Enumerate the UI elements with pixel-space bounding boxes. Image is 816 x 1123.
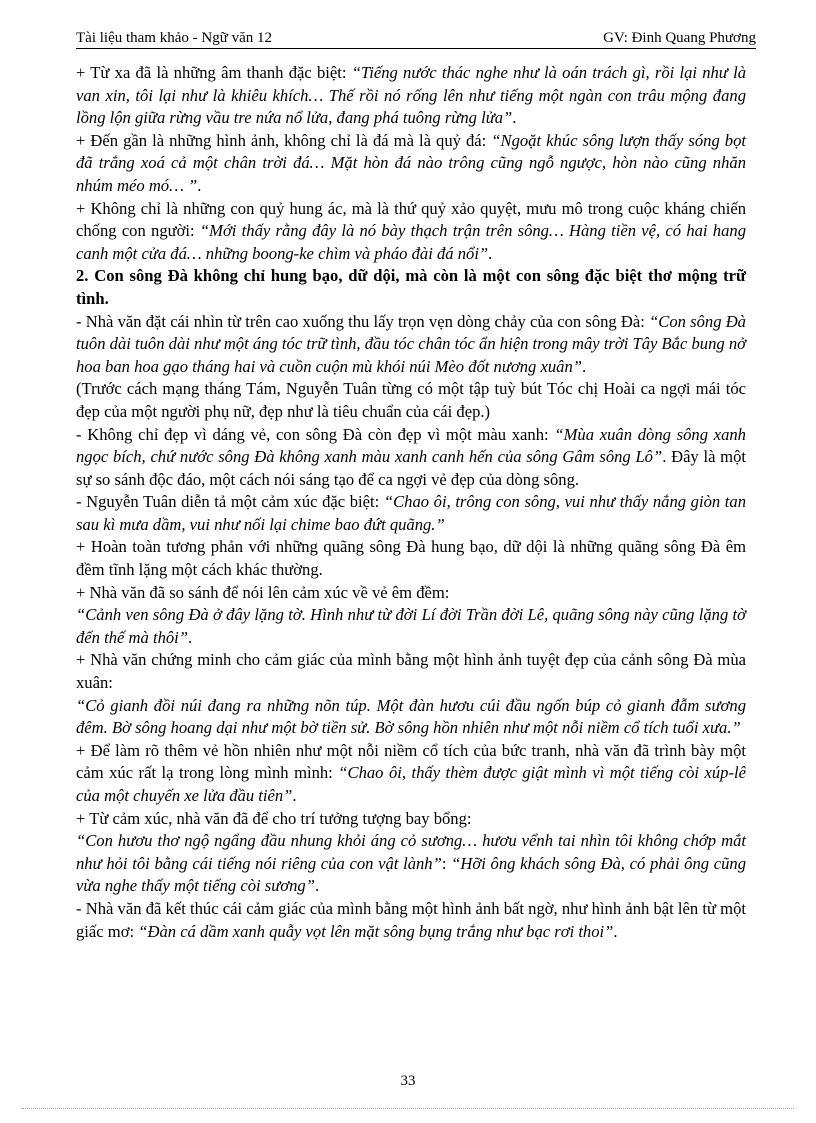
paragraph: + Hoàn toàn tương phản với những quãng sông Đà hung bạo, dữ dội là những quãng sông Đà êm đềm tĩnh lặng một cách khác thường.: [76, 537, 746, 580]
header-title: Tài liệu tham khảo - Ngữ văn 12: [76, 30, 272, 46]
paragraph: + Đến gần là những hình ảnh, không chỉ là đá mà là quỷ đá: “Ngoặt khúc sông lượn thấy sóng bọt đã trắng xoá cả một chân trời đá… Mặt hòn đá nào trông cũng ngỗ ngược, hòn nào cũng nhăn nhúm méo mó… ”.: [76, 130, 747, 195]
paragraph: - Nhà văn đặt cái nhìn từ trên cao xuống thu lấy trọn vẹn dòng chảy của con sông Đà: “Con sông Đà tuôn dài tuôn dài như một áng tóc trữ tình, đầu tóc chân tóc ẩn hiện trong mây trời Tây Bắc bung nở hoa ban hoa gạo tháng hai và cuồn cuộn mù khói núi Mèo đốt nương xuân”.: [76, 311, 746, 376]
quote-paragraph: “Cảnh ven sông Đà ở đây lặng tờ. Hình như từ đời Lí đời Trần đời Lê, quãng sông này cũng lặng tờ đến thế mà thôi”.: [76, 605, 746, 647]
paragraph: + Nhà văn chứng minh cho cảm giác của mình bằng một hình ảnh tuyệt đẹp của cảnh sông Đà mùa xuân:: [76, 650, 746, 693]
paragraph: - Nhà văn đã kết thúc cái cảm giác của mình bằng một hình ảnh bất ngờ, như hình ảnh bật lên từ một giấc mơ: “Đàn cá dầm xanh quẫy vọt lên mặt sông bụng trắng như bạc rơi thoi”.: [76, 898, 746, 941]
paragraph: + Nhà văn đã so sánh để nói lên cảm xúc về vẻ êm đềm:: [76, 582, 450, 602]
section-heading: 2. Con sông Đà không chỉ hung bạo, dữ dội, mà còn là một con sông đặc biệt thơ mộng trữ tình.: [76, 266, 746, 308]
paragraph: (Trước cách mạng tháng Tám, Nguyễn Tuân từng có một tập tuỳ bút Tóc chị Hoài ca ngợi mái tóc đẹp của một người phụ nữ, đẹp như là tiêu chuẩn của cái đẹp.): [76, 379, 746, 421]
quote-paragraph: “Con hươu thơ ngộ ngẩng đầu nhung khỏi áng cỏ sương… hươu vểnh tai nhìn tôi không chớp mắt như hỏi tôi bằng cái tiếng nói riêng của con vật lành”: “Hỡi ông khách sông Đà, có phải ông cũng vừa nghe thấy một tiếng còi sương”.: [76, 831, 746, 896]
page-number: 33: [400, 1073, 416, 1089]
page-header: [76, 28, 756, 49]
paragraph: + Từ xa đã là những âm thanh đặc biệt: “Tiếng nước thác nghe như là oán trách gì, rồi lại như là van xin, tôi lại như là khiêu khích… Thế rồi nó rống lên như tiếng một ngàn con trâu mộng đang lồng lộn giữa rừng vầu tre nứa nổ lửa, đang phá tuông rừng lửa”.: [76, 63, 747, 128]
quote-paragraph: “Cỏ gianh đồi núi đang ra những nõn túp. Một đàn hươu cúi đầu ngốn búp cỏ gianh đẫm sương đêm. Bờ sông hoang dại như một bờ tiền sử. Bờ sông hồn nhiên như một nỗi niềm cổ tích tuổi xưa.”: [76, 695, 746, 738]
paragraph: + Không chỉ là những con quỷ hung ác, mà là thứ quỷ xảo quyệt, mưu mô trong cuộc kháng chiến chống con người: “Mới thấy rằng đây là nó bày thạch trận trên sông… Hàng tiền vệ, có hai hang canh một cửa đá… những boong-ke chìm và pháo đài đá nổi”.: [76, 198, 746, 263]
header-author: GV: Đinh Quang Phương: [603, 30, 756, 46]
paragraph: + Để làm rõ thêm vẻ hồn nhiên như một nỗi niềm cổ tích của bức tranh, nhà văn đã trình bày một cảm xúc rất lạ trong lòng mình mình: “Chao ôi, thấy thèm được giật mình vì một tiếng còi xúp-lê của một chuyến xe lửa đầu tiên”.: [76, 740, 746, 805]
body-text: [76, 62, 746, 943]
paragraph: - Không chỉ đẹp vì dáng vẻ, con sông Đà còn đẹp vì một màu xanh: “Mùa xuân dòng sông xanh ngọc bích, chứ nước sông Đà không xanh màu xanh canh hến của sông Gâm sông Lô”. Đây là một sự so sánh độc đáo, một cách nói sáng tạo để ca ngợi vẻ đẹp của dòng sông.: [76, 424, 746, 489]
paragraph: - Nguyễn Tuân diễn tả một cảm xúc đặc biệt: “Chao ôi, trông con sông, vui như thấy nắng giòn tan sau kì mưa dầm, vui như nối lại chime bao đứt quãng.”: [76, 492, 746, 534]
paragraph: + Từ cảm xúc, nhà văn đã để cho trí tưởng tượng bay bổng:: [76, 808, 472, 828]
page-bottom-border: [22, 1108, 794, 1109]
